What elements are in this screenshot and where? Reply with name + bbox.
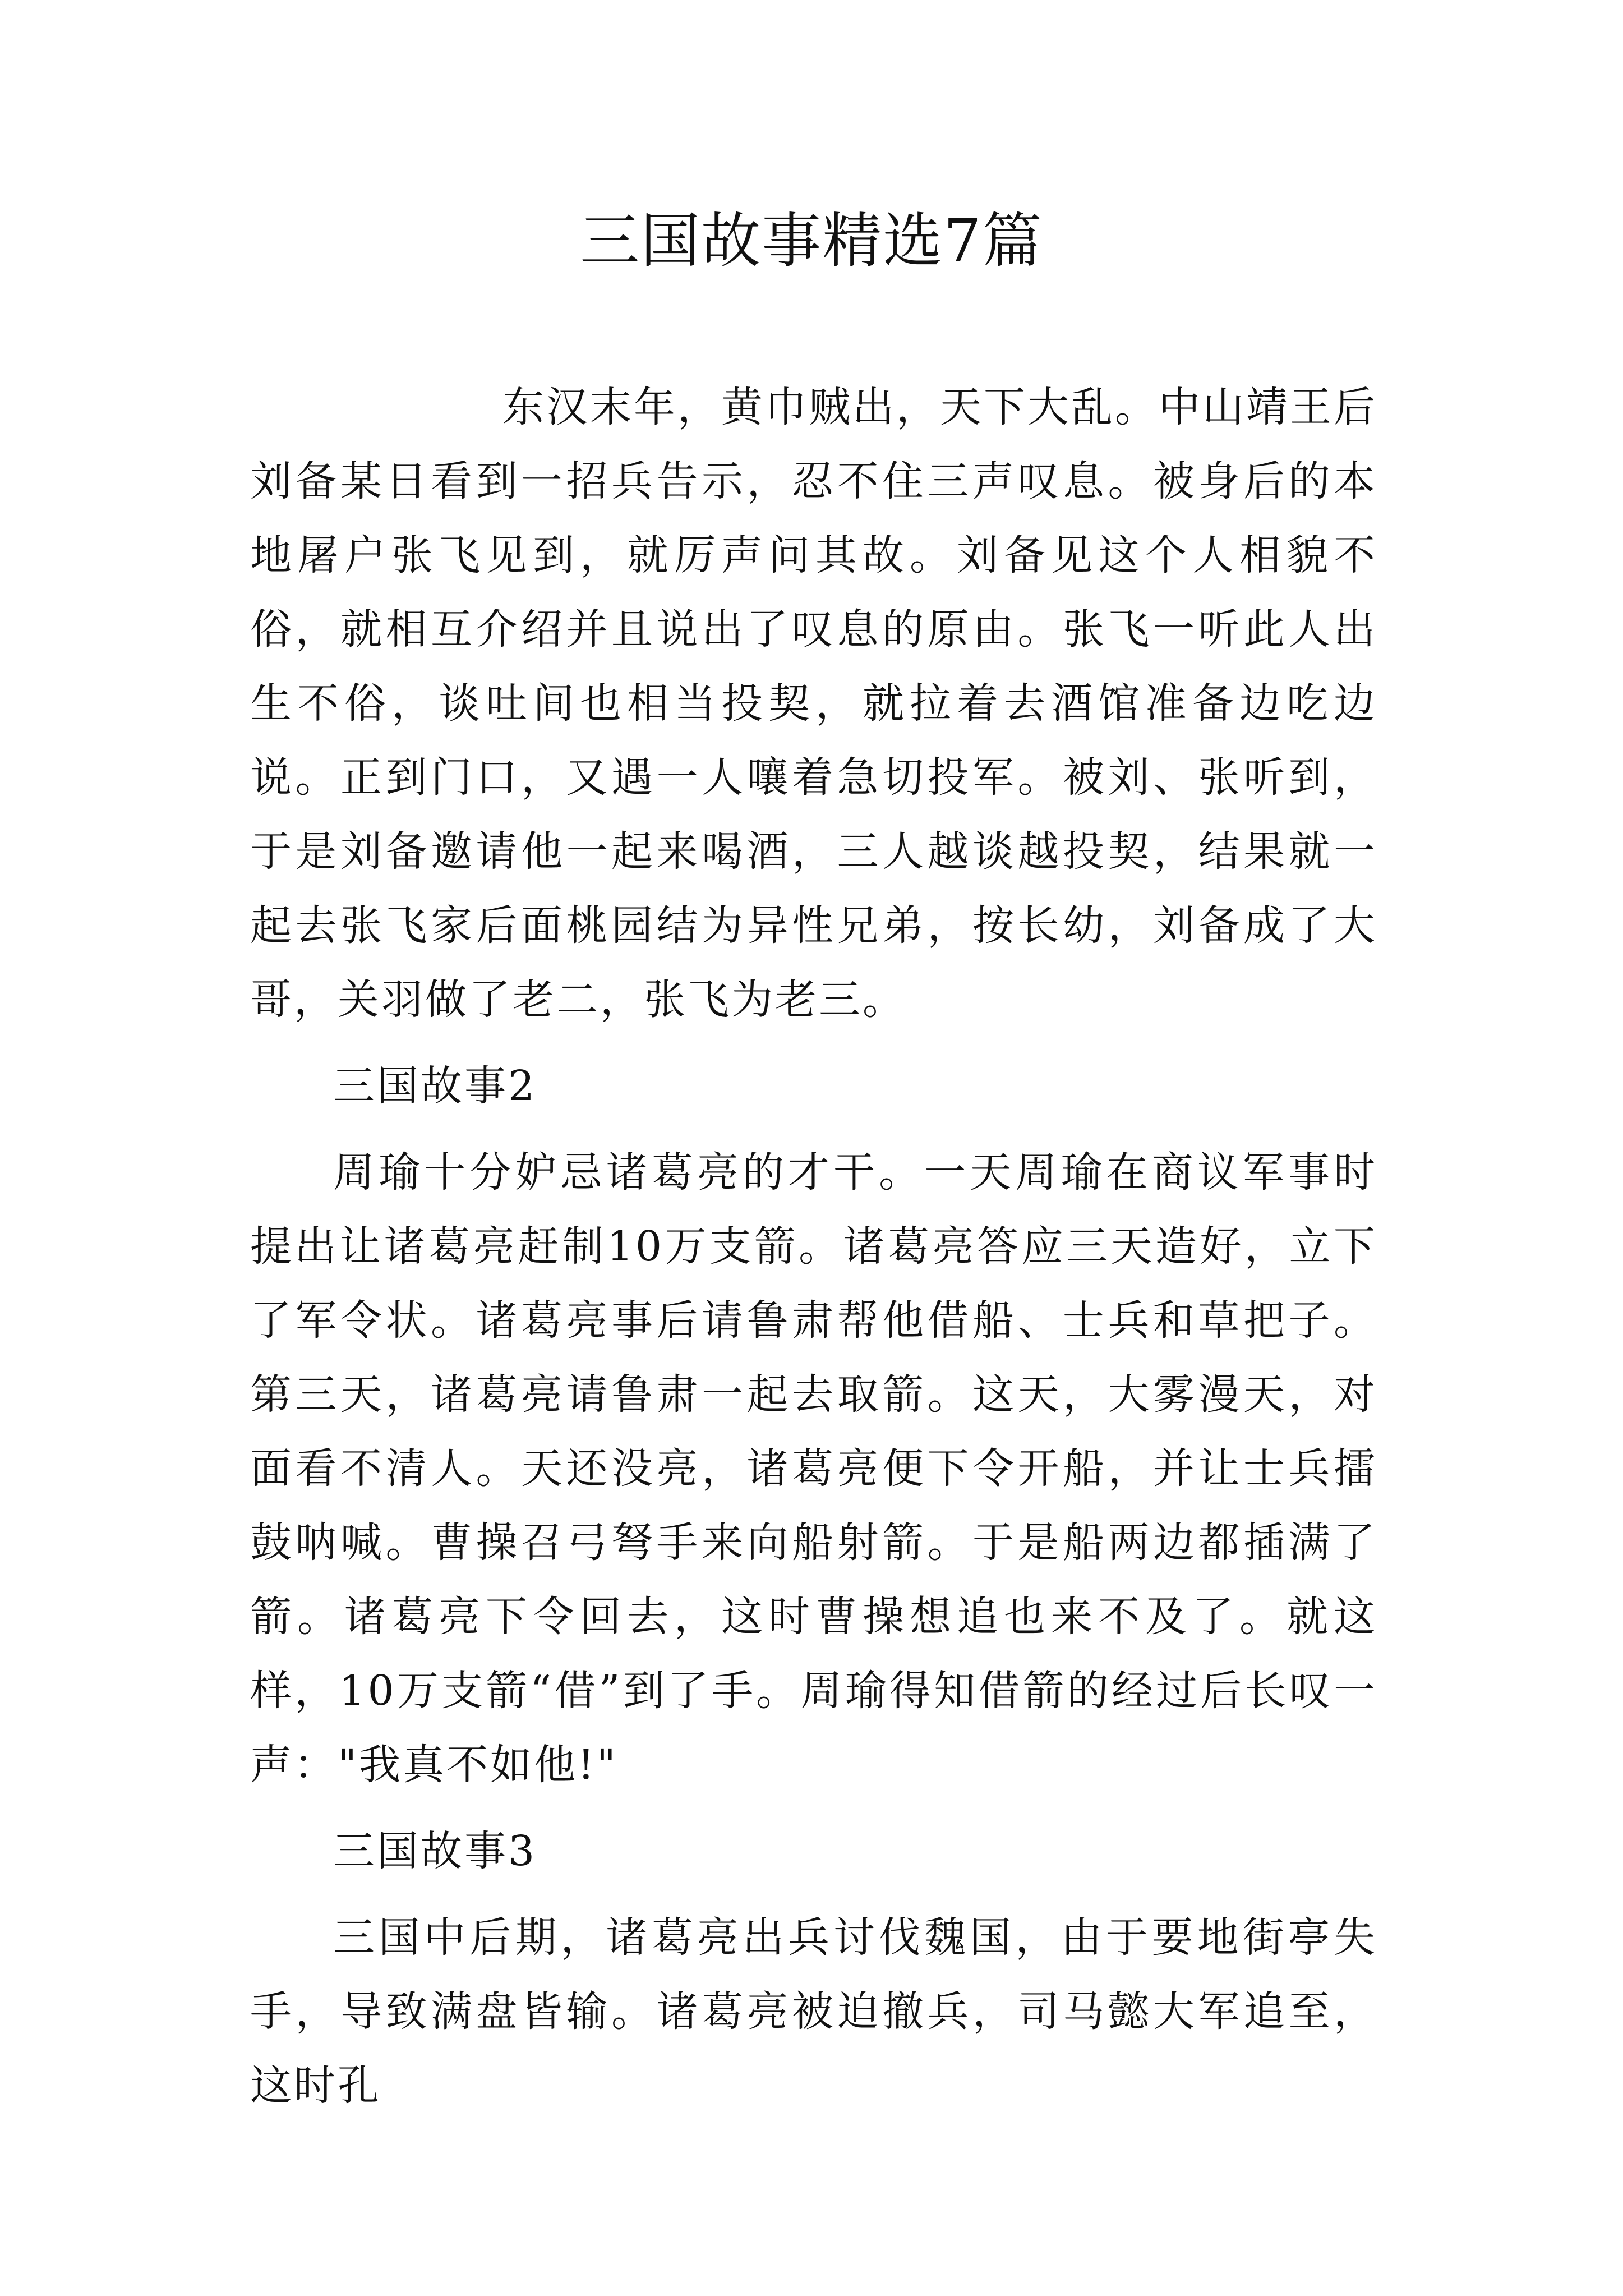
document-body xyxy=(250,370,1377,2123)
document-title: 三国故事精选7篇 xyxy=(580,206,1043,275)
story-3-heading: 三国故事3 xyxy=(333,1827,537,1875)
story-2-heading: 三国故事2 xyxy=(333,1062,537,1110)
story-2-paragraph: 周瑜十分妒忌诸葛亮的才干。一天周瑜在商议军事时提出让诸葛亮赶制10万支箭。诸葛亮答应三天造好，立下了军令状。诸葛亮事后请鲁肃帮他借船、士兵和草把子。第三天，诸葛亮请鲁肃一起去取箭。这天，大雾漫天，对面看不清人。天还没亮，诸葛亮便下令开船，并让士兵擂鼓呐喊。曹操召弓弩手来向船射箭。于是船两边都插满了箭。诸葛亮下令回去，这时曹操想追也来不及了。就这样，10万支箭“借”到了手。周瑜得知借箭的经过后长叹一声："我真不如他!" xyxy=(250,1148,1377,1789)
story-3-paragraph: 三国中后期，诸葛亮出兵讨伐魏国，由于要地街亭失手，导致满盘皆输。诸葛亮被迫撤兵，司马懿大军追至，这时孔 xyxy=(250,1913,1377,2110)
story-1-paragraph: 东汉末年，黄巾贼出，天下大乱。中山靖王后刘备某日看到一招兵告示，忍不住三声叹息。被身后的本地屠户张飞见到，就厉声问其故。刘备见这个人相貌不俗，就相互介绍并且说出了叹息的原由。张飞一听此人出生不俗，谈吐间也相当投契，就拉着去酒馆准备边吃边说。正到门口，又遇一人嚷着急切投军。被刘、张听到，于是刘备邀请他一起来喝酒，三人越谈越投契，结果就一起去张飞家后面桃园结为异性兄弟，按长幼，刘备成了大哥，关羽做了老二，张飞为老三。 xyxy=(250,383,1377,1024)
